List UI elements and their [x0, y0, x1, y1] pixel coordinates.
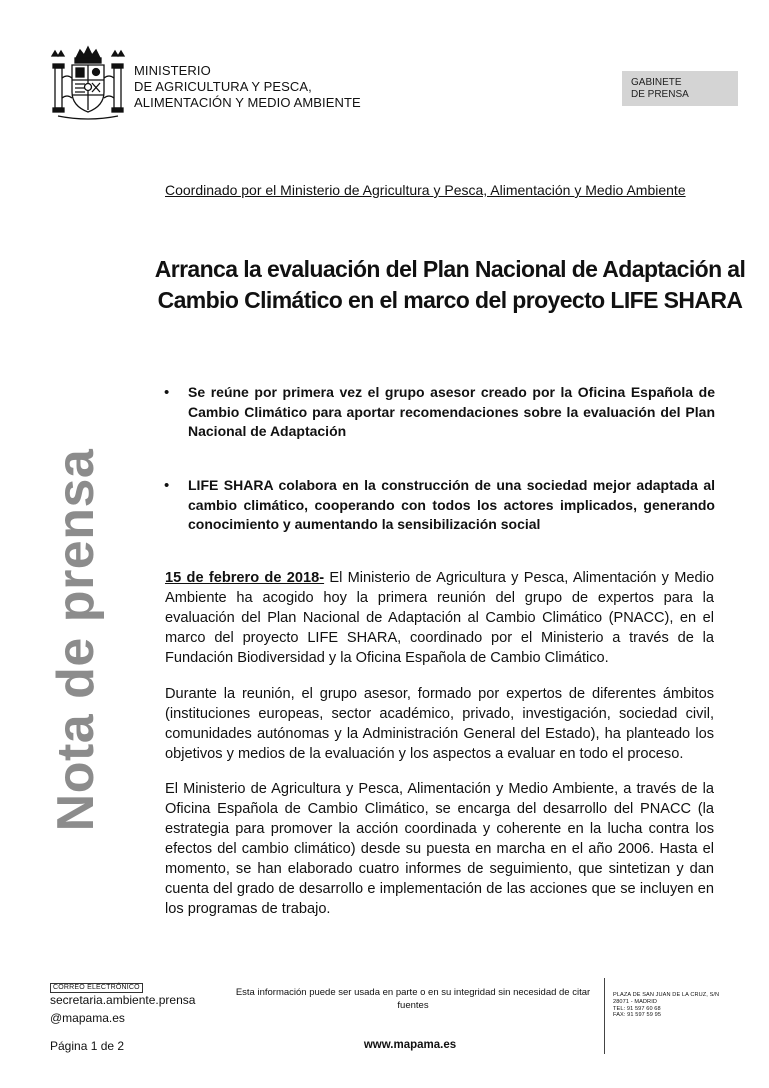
address-line: FAX: 91 597 59 95	[613, 1012, 662, 1019]
body-paragraph	[165, 568, 714, 668]
ministry-line: MINISTERIO	[134, 63, 211, 78]
bullet-text: Se reúne por primera vez el grupo asesor creado por la Oficina Española de Cambio Climático para aportar recomendaciones sobre la evaluación del Plan Nacional de Adaptación	[188, 384, 715, 439]
bullet-item	[160, 383, 715, 442]
email-address-part[interactable]: secretaria.ambiente.prensa	[50, 993, 196, 1007]
office-address	[613, 992, 719, 1019]
spanish-coat-of-arms-icon	[50, 44, 126, 122]
website-link[interactable]: www.mapama.es	[363, 1039, 457, 1051]
release-date: 15 de febrero de 2018-	[165, 570, 325, 586]
coordination-line: Coordinado por el Ministerio de Agricultura y Pesca, Alimentación y Medio Ambiente	[165, 182, 686, 198]
office-line: DE PRENSA	[631, 88, 689, 100]
address-line: PLAZA DE SAN JUAN DE LA CRUZ, S/N	[613, 992, 720, 998]
address-line: TEL: 91 597 60 68	[613, 1005, 661, 1012]
email-address-domain[interactable]: @mapama.es	[50, 1011, 125, 1025]
address-line: 28071 - MADRID	[613, 998, 657, 1005]
ministry-line: ALIMENTACIÓN Y MEDIO AMBIENTE	[134, 95, 361, 110]
bullet-dot: •	[164, 477, 170, 494]
page-number: Página 1 de 2	[50, 1039, 125, 1053]
headline: Arranca la evaluación del Plan Nacional de Adaptación al Cambio Climático en el marco del proyecto LIFE SHARA	[154, 256, 746, 313]
footer-divider	[604, 978, 605, 1054]
body-paragraph: Durante la reunión, el grupo asesor, formado por expertos de diferentes ámbitos (instituciones europeas, sector académico, privado, investigación, sociedad civil, comunidades autónomas y la Administración General del Estado), ha planteado los objetivos y medios de la evaluación y los aspectos a evaluar en todo el proceso.	[165, 686, 714, 762]
bullet-item	[160, 476, 715, 535]
bullet-dot: •	[164, 384, 170, 401]
press-office-box	[622, 71, 738, 106]
body-paragraph: El Ministerio de Agricultura y Pesca, Alimentación y Medio Ambiente, a través de la Oficina Española de Cambio Climático, se encarga del desarrollo del PNACC (la estrategia para promover la acción coordinada y coherente en la lucha contra los efectos del cambio climático) desde su puesta en marcha en el año 2006. Hasta el momento, se han elaborado cuatro informes de seguimiento, que sintetizan y dan cuenta del grado de desarrollo e implementación de las acciones que se incluyen en los programas de trabajo.	[165, 781, 714, 917]
bullet-text: LIFE SHARA colabora en la construcción de una sociedad mejor adaptada al cambio climático, cooperando con todos los actores implicados, generando conocimiento y aumentando la sensibilización social	[188, 477, 715, 532]
email-label: CORREO ELECTRÓNICO	[50, 983, 143, 993]
paragraph-text: El Ministerio de Agricultura y Pesca, Alimentación y Medio Ambiente ha acogido hoy la primera reunión del grupo de expertos para la evaluación del Plan Nacional de Adaptación al Cambio Climático (PNACC), en el marco del proyecto LIFE SHARA, coordinado por el Ministerio a través de la Fundación Biodiversidad y la Oficina Española de Cambio Climático.	[165, 570, 715, 666]
side-title: Nota de prensa	[47, 448, 105, 832]
ministry-line: DE AGRICULTURA Y PESCA,	[134, 79, 312, 94]
usage-disclaimer: Esta información puede ser usada en parte o en su integridad sin necesidad de citar fuentes	[235, 987, 591, 1011]
office-line: GABINETE	[631, 77, 682, 88]
ministry-name	[134, 63, 361, 111]
